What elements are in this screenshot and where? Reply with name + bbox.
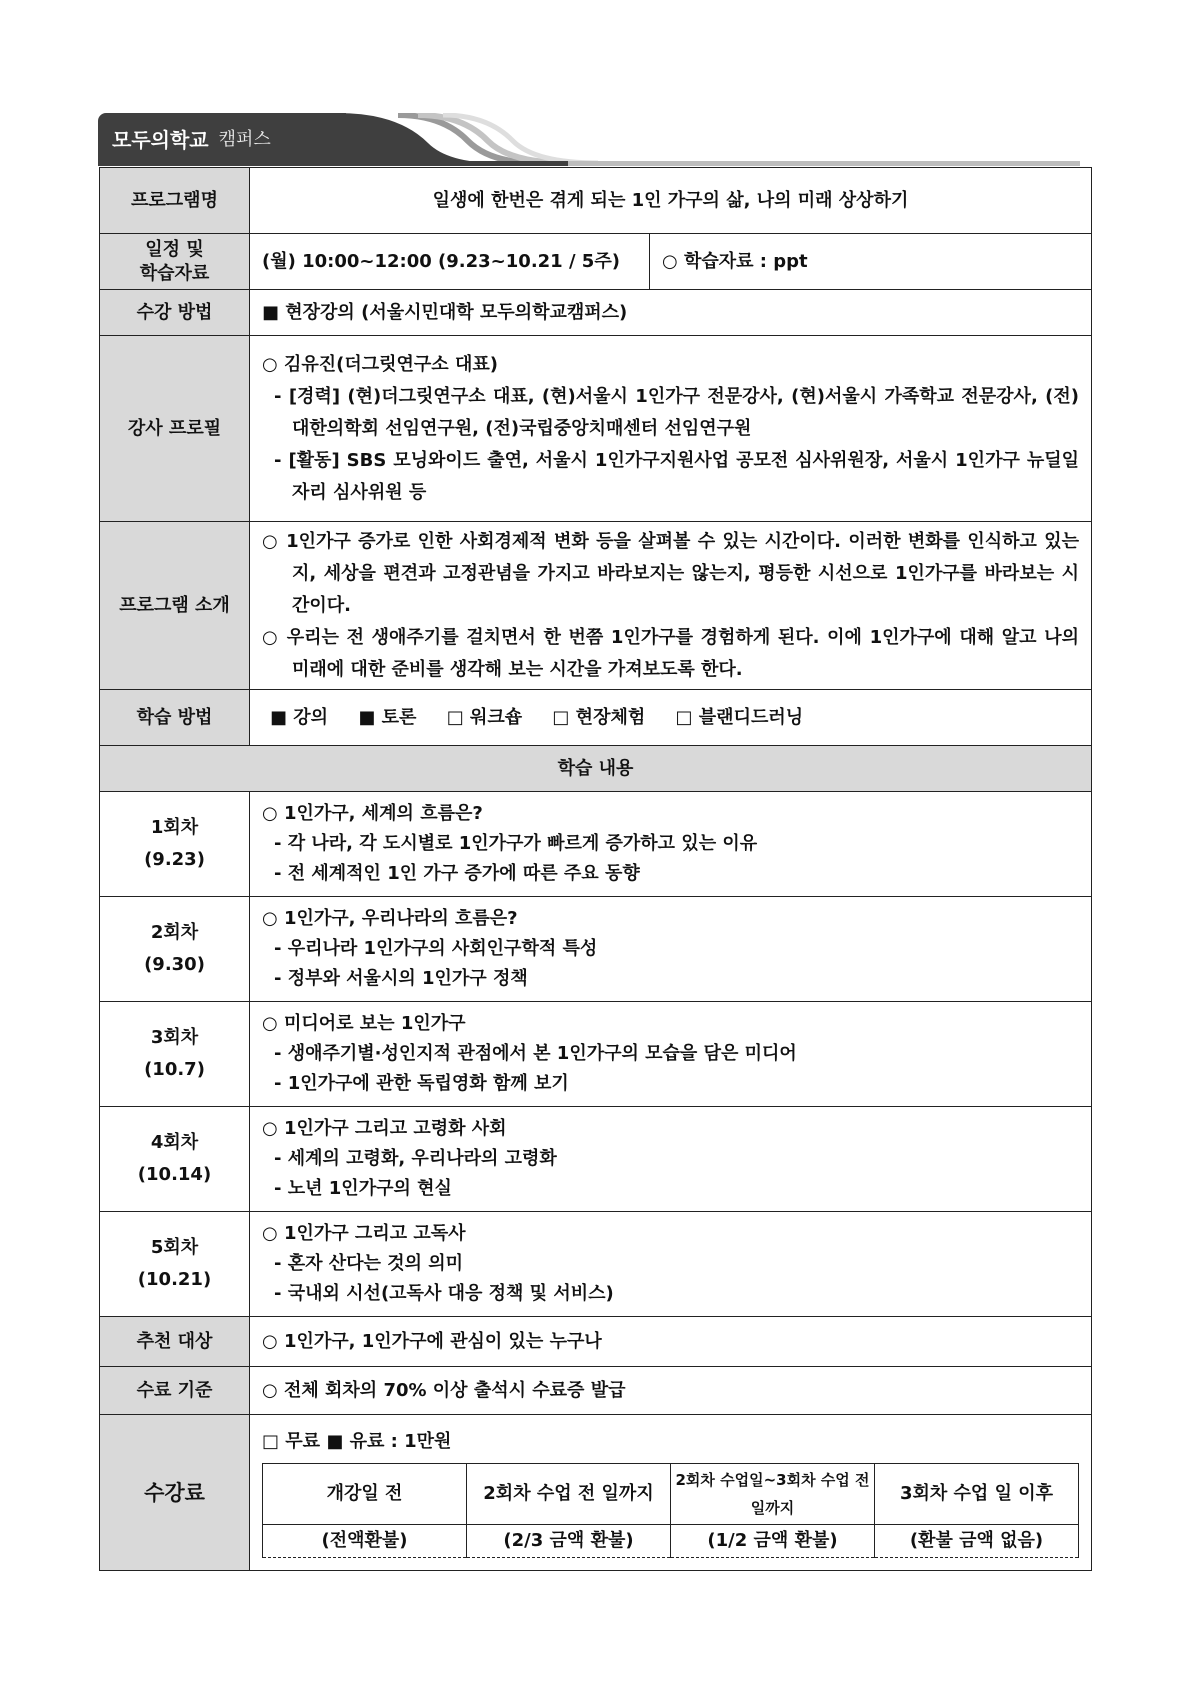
attendance-value: ■ 현장강의 (서울시민대학 모두의학교캠퍼스) (250, 290, 1092, 336)
row-target (100, 1317, 1092, 1367)
session-title: ○ 1인가구 그리고 고령화 사회 (262, 1118, 507, 1139)
row-completion (100, 1367, 1092, 1415)
refund-value: (전액환불) (263, 1525, 467, 1558)
fee-label: 수강료 (100, 1415, 250, 1571)
session-date: (9.30) (144, 954, 205, 975)
session-date: (9.23) (144, 849, 205, 870)
intro-paragraph-2: ○ 우리는 전 생애주기를 걸치면서 한 번쯤 1인가구를 경험하게 된다. 이에 1인가구에 대해 알고 나의 미래에 대한 준비를 생각해 보는 시간을 가져보도록 한다. (262, 626, 1079, 680)
session-row (100, 1107, 1092, 1212)
session-title: ○ 1인가구 그리고 고독사 (262, 1223, 466, 1244)
session-number: 1회차 (150, 817, 199, 838)
method-field: □ 현장체험 (552, 706, 646, 728)
attendance-label: 수강 방법 (100, 290, 250, 336)
refund-header: 3회차 수업 일 이후 (875, 1464, 1079, 1525)
program-name-label: 프로그램명 (100, 168, 250, 234)
refund-header: 개강일 전 (263, 1464, 467, 1525)
row-intro (100, 522, 1092, 690)
instructor-label: 강사 프로필 (100, 336, 250, 522)
session-number-cell (100, 1002, 250, 1107)
refund-value: (1/2 금액 환불) (671, 1525, 875, 1558)
session-date: (10.14) (137, 1164, 212, 1185)
session-number: 4회차 (150, 1132, 199, 1153)
session-point: - 우리나라 1인가구의 사회인구학적 특성 (274, 938, 598, 959)
intro-text (250, 522, 1092, 690)
session-number: 2회차 (150, 922, 199, 943)
refund-header: 2회차 수업 전 일까지 (467, 1464, 671, 1525)
session-number-cell (100, 1107, 250, 1212)
session-title: ○ 1인가구, 세계의 흐름은? (262, 803, 483, 824)
campus-banner (98, 113, 1080, 167)
instructor-name: ○ 김유진(더그릿연구소 대표) (262, 353, 498, 375)
session-number-cell (100, 792, 250, 897)
session-point: - 정부와 서울시의 1인가구 정책 (274, 968, 528, 989)
session-content (250, 1212, 1092, 1317)
session-content (250, 1002, 1092, 1107)
schedule-label-line1: 일정 및 (145, 238, 204, 260)
session-row (100, 1002, 1092, 1107)
session-content (250, 792, 1092, 897)
program-title: 일생에 한번은 겪게 되는 1인 가구의 삶, 나의 미래 상상하기 (250, 168, 1092, 234)
method-blended: □ 블랜디드러닝 (675, 706, 804, 728)
session-row (100, 897, 1092, 1002)
session-number-cell (100, 897, 250, 1002)
target-label: 추천 대상 (100, 1317, 250, 1367)
banner-sub: 캠퍼스 (218, 129, 271, 150)
session-content (250, 1107, 1092, 1212)
session-point: - 생애주기별·성인지적 관점에서 본 1인가구의 모습을 담은 미디어 (274, 1043, 797, 1064)
row-program-name (100, 168, 1092, 234)
schedule-time: (월) 10:00~12:00 (9.23~10.21 / 5주) (250, 234, 650, 290)
row-attendance (100, 290, 1092, 336)
session-number-cell (100, 1212, 250, 1317)
refund-table (262, 1463, 1079, 1558)
row-schedule (100, 234, 1092, 290)
fee-options: □ 무료 ■ 유료 : 1만원 (262, 1431, 452, 1452)
schedule-label-line2: 학습자료 (139, 262, 210, 284)
session-point: - 노년 1인가구의 현실 (274, 1178, 452, 1199)
session-number: 3회차 (150, 1027, 199, 1048)
session-date: (10.21) (137, 1269, 212, 1290)
row-fee (100, 1415, 1092, 1571)
banner-tab (98, 113, 346, 163)
fee-content (250, 1415, 1092, 1571)
learning-material: ○ 학습자료 : ppt (650, 234, 1092, 290)
method-discussion: ■ 토론 (358, 706, 417, 728)
intro-paragraph-1: ○ 1인가구 증가로 인한 사회경제적 변화 등을 살펴볼 수 있는 시간이다. 이러한 변화를 인식하고 있는지, 세상을 편견과 고정관념을 가지고 바라보지는 않는지, 평등한 시선으로 1인가구를 바라보는 시간이다. (262, 530, 1079, 616)
methods-list (250, 690, 1092, 746)
refund-header: 2회차 수업일~3회차 수업 전 일까지 (671, 1464, 875, 1525)
session-date: (10.7) (144, 1059, 205, 1080)
session-row (100, 1212, 1092, 1317)
instructor-activity: - [활동] SBS 모닝와이드 출연, 서울시 1인가구지원사업 공모전 심사위원장, 서울시 1인가구 뉴딜일자리 심사위원 등 (274, 449, 1079, 503)
session-number: 5회차 (150, 1237, 199, 1258)
session-row (100, 792, 1092, 897)
program-table (99, 167, 1092, 1571)
method-lecture: ■ 강의 (270, 706, 329, 728)
session-title: ○ 1인가구, 우리나라의 흐름은? (262, 908, 518, 929)
row-methods (100, 690, 1092, 746)
row-content-header (100, 746, 1092, 792)
session-content (250, 897, 1092, 1002)
session-point: - 각 나라, 각 도시별로 1인가구가 빠르게 증가하고 있는 이유 (274, 833, 758, 854)
intro-label: 프로그램 소개 (100, 522, 250, 690)
completion-label: 수료 기준 (100, 1367, 250, 1415)
session-point: - 1인가구에 관한 독립영화 함께 보기 (274, 1073, 569, 1094)
session-title: ○ 미디어로 보는 1인가구 (262, 1013, 466, 1034)
refund-value: (환불 금액 없음) (875, 1525, 1079, 1558)
session-point: - 전 세계적인 1인 가구 증가에 따른 주요 동향 (274, 863, 640, 884)
refund-value: (2/3 금액 환불) (467, 1525, 671, 1558)
session-point: - 국내외 시선(고독사 대응 정책 및 서비스) (274, 1283, 614, 1304)
method-workshop: □ 워크숍 (446, 706, 523, 728)
row-instructor (100, 336, 1092, 522)
methods-label: 학습 방법 (100, 690, 250, 746)
session-point: - 혼자 산다는 것의 의미 (274, 1253, 464, 1274)
instructor-profile (250, 336, 1092, 522)
instructor-career: - [경력] (현)더그릿연구소 대표, (현)서울시 1인가구 전문강사, (현)서울시 가족학교 전문강사, (전)대한의학회 선임연구원, (전)국립중앙치매센터 선임연구원 (274, 385, 1079, 439)
schedule-label (100, 234, 250, 290)
completion-value: ○ 전체 회차의 70% 이상 출석시 수료증 발급 (250, 1367, 1092, 1415)
content-header: 학습 내용 (100, 746, 1092, 792)
target-value: ○ 1인가구, 1인가구에 관심이 있는 누구나 (250, 1317, 1092, 1367)
banner-brand: 모두의학교 (112, 127, 209, 152)
session-point: - 세계의 고령화, 우리나라의 고령화 (274, 1148, 557, 1169)
